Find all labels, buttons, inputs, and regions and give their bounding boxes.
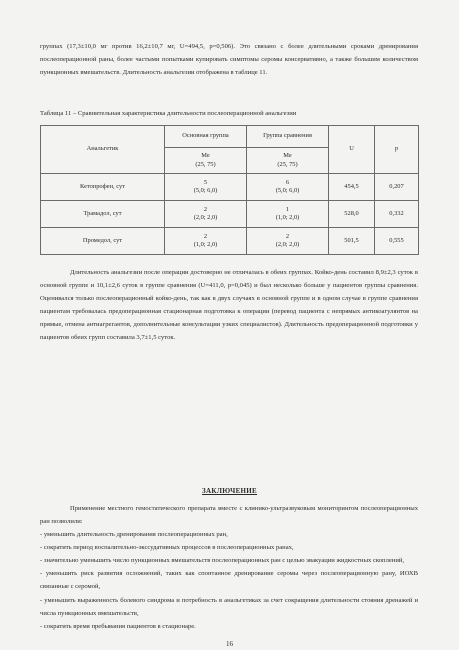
header-compare-quartiles: (25, 75): [277, 160, 298, 168]
row-p: 0,332: [375, 201, 419, 228]
row-main-quartiles: (2,0; 2,0): [193, 214, 218, 221]
row-compare-quartiles: (5,0; 6,0): [275, 187, 300, 194]
row-name: Трамадол, сут: [41, 201, 165, 228]
conclusion-item: - уменьшить длительность дренирования послеоперационных ран,: [40, 531, 228, 538]
row-compare-cell: [247, 201, 329, 228]
table-row: [41, 228, 419, 255]
conclusion-item: - уменьшить риск развития осложнений, таких как спонтанное дренирование серомы через послеоперационную рану, ИОХВ связанные с серомой,: [40, 570, 418, 591]
header-compare-me: Me: [283, 152, 292, 160]
row-compare-me: 1: [285, 205, 290, 213]
header-main-quartiles: (25, 75): [195, 160, 216, 168]
header-main-stats: [165, 148, 247, 174]
header-compare-stats: [247, 148, 329, 174]
row-p: 0,207: [375, 174, 419, 201]
analgesia-paragraph: Длительность анальгезии после операции достоверно не отличалась в обеих группах. Койко-день составил 8,9±2,3 суток в основной группе и 10,1±2,6 суток в группе сравнения (U=411,0, р=0,045) и был несколько больше у пациентов группы сравнения. Оценивался только послеоперационный койко-день, так как в двух случаях в основной группе и в одном случае в группе сравнения пациентам требовалась предоперационная стационарная подготовка к операции (перевод пациента с непрямых антикоагулянтов на прямые, отмена антиагрегантов, дополнительные консультации узких специалистов). Длительность предоперационной подготовки у пациентов обеих групп составила 3,7±1,5 суток.: [40, 269, 418, 342]
row-main-me: 5: [203, 178, 208, 186]
header-main-group: Основная группа: [165, 126, 247, 148]
conclusion-item: - сократить период воспалительно-экссудативных процессов в послеоперационных ранах,: [40, 544, 294, 552]
row-compare-me: 6: [285, 178, 290, 186]
row-compare-cell: [247, 228, 329, 255]
row-name: Кетопрофен, сут: [41, 174, 165, 201]
row-main-quartiles: (1,0; 2,0): [193, 241, 218, 248]
row-main-cell: [165, 228, 247, 255]
table-row: [41, 201, 419, 228]
row-u: 454,5: [329, 174, 375, 201]
conclusion-lead: Применение местного гемостатического препарата вместе с клинико-ультразвуковым мониторингом послеоперационных ран позволили:: [40, 505, 418, 526]
row-main-me: 2: [203, 205, 208, 213]
conclusion-item: - уменьшить выраженность болевого синдрома и потребность в анальгетиках за счет сокращения длительности стояния дренажей и числа пункционных вмешательств,: [40, 596, 418, 617]
header-compare-group: Группа сравнения: [247, 126, 329, 148]
row-main-cell: [165, 201, 247, 228]
row-main-me: 2: [203, 232, 208, 240]
conclusion-item: - значительно уменьшить число пункционных вмешательств послеоперационных ран с целью эвакуации жидкостных скоплений,: [40, 557, 405, 565]
header-u: U: [329, 126, 375, 174]
header-p: p: [375, 126, 419, 174]
analgesia-table: [40, 125, 419, 255]
row-u: 528,0: [329, 201, 375, 228]
header-main-me: Me: [201, 152, 210, 160]
header-analgetic: Анальгетик: [41, 126, 165, 174]
conclusion-item: - сократить время пребывания пациентов в стационаре.: [40, 622, 196, 630]
row-name: Промедол, сут: [41, 228, 165, 255]
row-compare-quartiles: (1,0; 2,0): [275, 214, 300, 221]
row-p: 0,555: [375, 228, 419, 255]
table-caption: Таблица 11 – Сравнительная характеристика длительности послеоперационной анальгезии: [40, 110, 297, 117]
row-compare-quartiles: (2,0; 2,0): [275, 241, 300, 248]
row-compare-cell: [247, 174, 329, 201]
page-number: 16: [226, 640, 233, 648]
row-main-quartiles: (5,0; 6,0): [193, 187, 218, 194]
table-row: [41, 174, 419, 201]
conclusion-heading: ЗАКЛЮЧЕНИЕ: [201, 487, 258, 495]
intro-paragraph: группах (17,3±10,0 мг против 16,2±10,7 мг, U=494,5, р=0,506). Это связано с более длительными сроками дренирования послеоперационной раны, более частыми попытками купировать симптомы серомы консервативно, а также большим количеством пункционных вмешательств. Длительность анальгезии отображена в таблице 11.: [40, 43, 418, 77]
row-u: 501,5: [329, 228, 375, 255]
row-main-cell: [165, 174, 247, 201]
row-compare-me: 2: [285, 232, 290, 240]
